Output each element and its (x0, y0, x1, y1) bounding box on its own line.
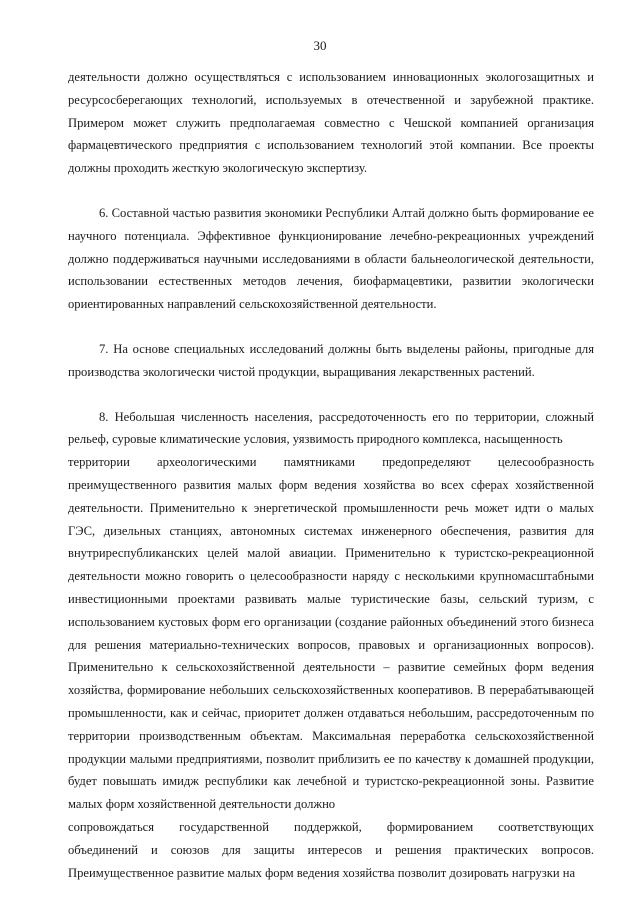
paragraph-continuation: деятельности должно осуществляться с использованием инновационных экологозащитных и ресурсосберегающих технологий, используемых в отечественной и зарубежной практике. Примером может служить предполагаемая совместно с Чешской компанией организация фармацевтического предприятия с использованием технологий этой компании. Все проекты должны проходить жесткую экологическую экспертизу. (68, 70, 594, 176)
paragraph-8-middle: преимущественного развития малых форм ведения хозяйства во всех сферах хозяйственной деятельности. Применительно к энергетической промышленности речь может идти о малых ГЭС, дизельных станциях, автономных системах инженерного обеспечения, развития для внутриреспубликанских целей малой авиации. Применительно к туристско-рекреационной деятельности можно говорить о целесообразности наряду с несколькими крупномасштабными инвестиционными проектами развивать малые туристические базы, сельский туризм, с использованием кустовых форм его организации (создание районных объединений этого бизнеса для решения материально-технических вопросов, правовых и организационных вопросов). Применительно к сельскохозяйственной деятельности – развитие семейных форм ведения хозяйства, формирование небольших сельскохозяйственных кооперативов. В перерабатывающей промышленности, как и сейчас, приоритет должен отдаваться небольшим, рассредоточенным по территории производственным объектам. Максимальная переработка сельскохозяйственной продукции малыми предприятиями, позволит приблизить ее по качеству к домашней продукции, будет повышать имидж республики как лечебной и туристско-рекреационной зоны. Развитие малых форм хозяйственной деятельности должно (68, 477, 594, 812)
page-number: 30 (313, 38, 327, 53)
paragraph-8-closing: объединений и союзов для защиты интересов и решения практических вопросов. Преимущественное развитие малых форм ведения хозяйства позволит дозировать нагрузки на (68, 842, 594, 880)
paragraph-6-scientific-potential: 6. Составной частью развития экономики Республики Алтай должно быть формирование ее научного потенциала. Эффективное функционирование лечебно-рекреационных учреждений должно поддерживаться научными исследованиями в области бальнеологической деятельности, использовании естественных методов лечения, биофармацевтики, развитии экологически ориентированных направлений сельскохозяйственной деятельности. (68, 205, 594, 312)
body-text (68, 66, 594, 884)
paragraph-8-justified-line-2: сопровождаться государственной поддержкой, формированием соответствующих (68, 819, 594, 834)
paragraph-7-eco-products: 7. На основе специальных исследований должны быть выделены районы, пригодные для производства экологически чистой продукции, выращивания лекарственных растений. (68, 341, 594, 379)
paragraph-8-small-business (68, 406, 594, 885)
paragraph-8-justified-line-1: территории археологическими памятниками предопределяют целесообразность (68, 455, 594, 470)
paragraph-8-opening: 8. Небольшая численность населения, рассредоточенность его по территории, сложный рельеф, суровые климатические условия, уязвимость природного комплекса, насыщенность (68, 409, 594, 447)
